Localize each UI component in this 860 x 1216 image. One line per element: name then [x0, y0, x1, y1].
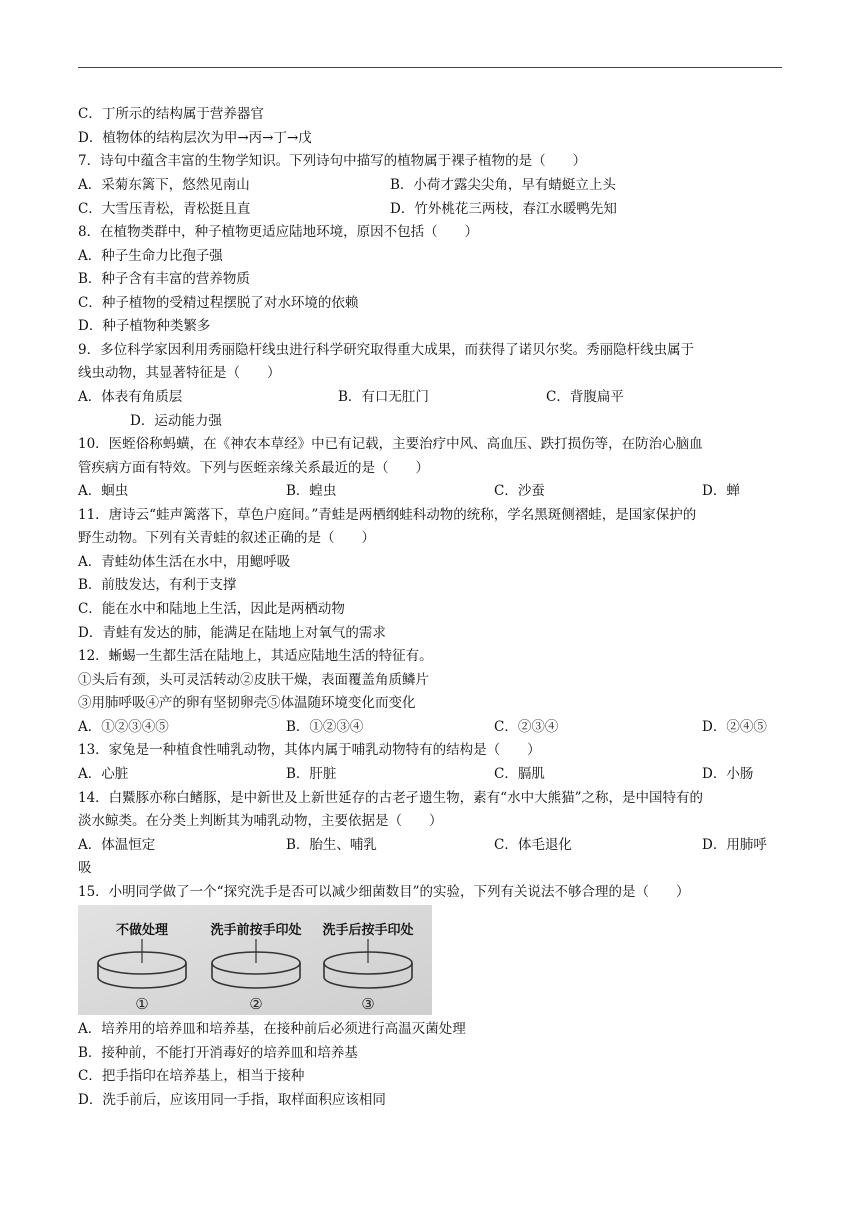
- q14-option-d: D．用肺呼: [702, 837, 767, 853]
- q6-option-c: C．丁所示的结构属于营养器官: [78, 106, 264, 122]
- q7-option-a: A．采菊东篱下，悠然见南山: [78, 177, 250, 193]
- q12-features-line2: ③用肺呼吸④产的卵有坚韧卵壳⑤体温随环境变化而变化: [78, 695, 416, 711]
- q12-features-line1: ①头后有颈，头可灵活转动②皮肤干燥，表面覆盖角质鳞片: [78, 672, 429, 688]
- q12-option-a: A．①②③④⑤: [78, 719, 169, 735]
- dish-1-number: ①: [135, 995, 149, 1013]
- dish-2-number: ②: [249, 995, 263, 1013]
- q10-option-b: B．蝗虫: [286, 483, 337, 499]
- q13-stem: 13．家兔是一种植食性哺乳动物，其体内属于哺乳动物特有的结构是（ ）: [78, 742, 541, 758]
- q11-stem-line2: 野生动物。下列有关青蛙的叙述正确的是（ ）: [78, 530, 375, 546]
- petri-dish-diagram: [78, 905, 432, 1015]
- q13-option-a: A．心脏: [78, 766, 129, 782]
- q7-option-d: D．竹外桃花三两枝，春江水暖鸭先知: [390, 201, 617, 217]
- q13-option-b: B．肝脏: [286, 766, 337, 782]
- q9-option-c: C．背腹扁平: [546, 389, 624, 405]
- q12-option-c: C．②③④: [494, 719, 559, 735]
- q6-option-d: D．植物体的结构层次为甲→丙→丁→戊: [78, 130, 312, 146]
- q7-option-c: C．大雪压青松，青松挺且直: [78, 201, 251, 217]
- q13-option-d: D．小肠: [702, 766, 754, 782]
- q12-option-b: B．①②③④: [286, 719, 364, 735]
- q10-stem-line1: 10．医蛭俗称蚂蟥，在《神农本草经》中已有记载，主要治疗中风、高血压、跌打损伤等，在防治心脑血: [78, 436, 703, 452]
- q15-option-d: D．洗手前后，应该用同一手指，取样面积应该相同: [78, 1092, 386, 1108]
- q13-option-c: C．膈肌: [494, 766, 545, 782]
- q9-stem-line2: 线虫动物，其显著特征是（ ）: [78, 365, 281, 381]
- q10-option-a: A．蛔虫: [78, 483, 129, 499]
- dish-3-label: 洗手后按手印处: [322, 923, 414, 938]
- q15-option-a: A．培养用的培养皿和培养基，在接种前后必须进行高温灭菌处理: [78, 1021, 466, 1037]
- header-rule: [78, 67, 782, 68]
- q8-stem: 8．在植物类群中，种子植物更适应陆地环境，原因不包括（ ）: [78, 224, 479, 240]
- q11-option-a: A．青蛙幼体生活在水中，用鳃呼吸: [78, 554, 291, 570]
- q15-option-b: B．接种前，不能打开消毒好的培养皿和培养基: [78, 1045, 358, 1061]
- q9-option-d: D．运动能力强: [130, 413, 222, 429]
- q15-stem: 15．小明同学做了一个“探究洗手是否可以减少细菌数目”的实验，下列有关说法不够合理的是（ ）: [78, 884, 690, 900]
- q9-option-b: B．有口无肛门: [338, 389, 429, 405]
- q15-option-c: C．把手指印在培养基上，相当于接种: [78, 1068, 305, 1084]
- q7-stem: 7．诗句中蕴含丰富的生物学知识。下列诗句中描写的植物属于裸子植物的是（ ）: [78, 153, 587, 169]
- q7-option-b: B．小荷才露尖尖角，早有蜻蜓立上头: [390, 177, 616, 193]
- q9-stem-line1: 9．多位科学家因利用秀丽隐杆线虫进行科学研究取得重大成果，而获得了诺贝尔奖。秀丽隐杆线虫属于: [78, 342, 695, 358]
- q14-option-c: C．体毛退化: [494, 837, 572, 853]
- q14-stem-line2: 淡水鲸类。在分类上判断其为哺乳动物，主要依据是（ ）: [78, 813, 443, 829]
- q9-option-a: A．体表有角质层: [78, 389, 183, 405]
- q12-option-d: D．②④⑤: [702, 719, 767, 735]
- q11-stem-line1: 11．唐诗云“蛙声篱落下，草色户庭间。”青蛙是两栖纲蛙科动物的统称，学名黑斑侧褶蛙，是国家保护的: [78, 507, 697, 523]
- q10-stem-line2: 管疾病方面有特效。下列与医蛭亲缘关系最近的是（ ）: [78, 460, 429, 476]
- q14-stem-line1: 14．白鱀豚亦称白鳍豚，是中新世及上新世延存的古老孑遗生物，素有“水中大熊猫”之称，是中国特有的: [78, 790, 703, 806]
- q12-stem: 12．蜥蜴一生都生活在陆地上，其适应陆地生活的特征有。: [78, 648, 433, 664]
- q11-option-c: C．能在水中和陆地上生活，因此是两栖动物: [78, 601, 345, 617]
- dish-3-number: ③: [361, 995, 375, 1013]
- q11-option-d: D．青蛙有发达的肺，能满足在陆地上对氧气的需求: [78, 625, 386, 641]
- q8-option-c: C．种子植物的受精过程摆脱了对水环境的依赖: [78, 295, 359, 311]
- q14-option-b: B．胎生、哺乳: [286, 837, 377, 853]
- petri-dish-figure: [78, 905, 432, 1015]
- q8-option-d: D．种子植物种类繁多: [78, 318, 211, 334]
- q10-option-d: D．蝉: [702, 483, 740, 499]
- q8-option-a: A．种子生命力比孢子强: [78, 248, 223, 264]
- q14-option-a: A．体温恒定: [78, 837, 156, 853]
- dish-1-label: 不做处理: [115, 923, 169, 938]
- dish-2-label: 洗手前按手印处: [210, 923, 302, 938]
- q11-option-b: B．前肢发达，有利于支撑: [78, 577, 237, 593]
- q14-option-d-continued: 吸: [78, 860, 92, 876]
- q10-option-c: C．沙蚕: [494, 483, 545, 499]
- q8-option-b: B．种子含有丰富的营养物质: [78, 271, 250, 287]
